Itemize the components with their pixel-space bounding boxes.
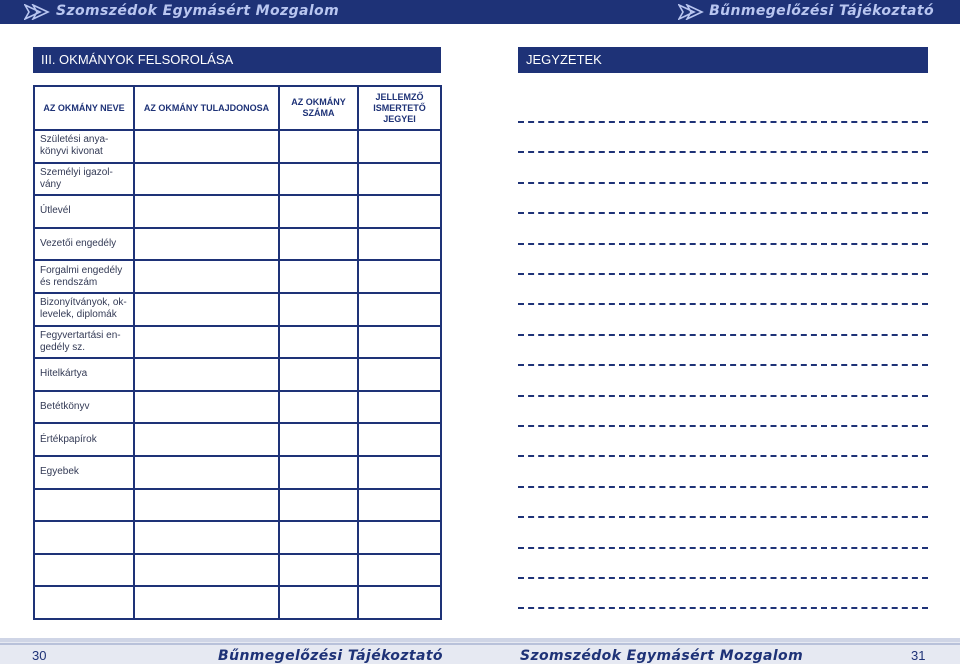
- document-name-cell: Fegyvertartási en-gedély sz.: [34, 326, 134, 359]
- note-line[interactable]: [518, 547, 928, 549]
- document-owner-cell[interactable]: [134, 228, 279, 261]
- document-name-cell: Személyi igazol-vány: [34, 163, 134, 196]
- table-row: [34, 130, 441, 163]
- page-number-right: 31: [911, 648, 926, 663]
- document-features-cell[interactable]: [358, 489, 441, 522]
- note-line[interactable]: [518, 121, 928, 123]
- table-row: [34, 358, 441, 391]
- table-row: [34, 260, 441, 293]
- document-name-cell: Egyebek: [34, 456, 134, 489]
- table-row: [34, 521, 441, 554]
- document-name-cell: Bizonyítványok, ok-levelek, diplomák: [34, 293, 134, 326]
- document-features-cell[interactable]: [358, 391, 441, 424]
- document-owner-cell[interactable]: [134, 293, 279, 326]
- footer-rule: [0, 643, 960, 645]
- document-owner-cell[interactable]: [134, 586, 279, 619]
- note-line[interactable]: [518, 334, 928, 336]
- document-features-cell[interactable]: [358, 195, 441, 228]
- note-line[interactable]: [518, 607, 928, 609]
- arrow-right-icon: [24, 4, 50, 20]
- document-features-cell[interactable]: [358, 326, 441, 359]
- document-features-cell[interactable]: [358, 423, 441, 456]
- column-header-name: AZ OKMÁNY NEVE: [34, 86, 134, 130]
- document-name-cell: Forgalmi engedély és rendszám: [34, 260, 134, 293]
- documents-table: [33, 85, 442, 620]
- document-number-cell[interactable]: [279, 423, 358, 456]
- document-name-cell: Vezetői engedély: [34, 228, 134, 261]
- document-name-cell: Hitelkártya: [34, 358, 134, 391]
- page-number-left: 30: [32, 648, 47, 663]
- banner-title-left: Szomszédok Egymásért Mozgalom: [56, 3, 340, 19]
- note-line[interactable]: [518, 364, 928, 366]
- document-number-cell[interactable]: [279, 456, 358, 489]
- note-line[interactable]: [518, 151, 928, 153]
- document-number-cell[interactable]: [279, 260, 358, 293]
- document-number-cell[interactable]: [279, 489, 358, 522]
- note-line[interactable]: [518, 243, 928, 245]
- column-header-features: JELLEMZŐ ISMERTETŐ JEGYEI: [358, 86, 441, 130]
- document-number-cell[interactable]: [279, 293, 358, 326]
- column-header-number: AZ OKMÁNY SZÁMA: [279, 86, 358, 130]
- document-owner-cell[interactable]: [134, 358, 279, 391]
- table-row: [34, 228, 441, 261]
- table-row: [34, 163, 441, 196]
- document-name-cell: Értékpapírok: [34, 423, 134, 456]
- note-line[interactable]: [518, 182, 928, 184]
- document-name-cell: [34, 586, 134, 619]
- document-owner-cell[interactable]: [134, 423, 279, 456]
- document-owner-cell[interactable]: [134, 326, 279, 359]
- note-line[interactable]: [518, 212, 928, 214]
- note-line[interactable]: [518, 516, 928, 518]
- document-features-cell[interactable]: [358, 586, 441, 619]
- document-number-cell[interactable]: [279, 521, 358, 554]
- document-owner-cell[interactable]: [134, 163, 279, 196]
- document-number-cell[interactable]: [279, 228, 358, 261]
- note-line[interactable]: [518, 395, 928, 397]
- note-line[interactable]: [518, 425, 928, 427]
- document-number-cell[interactable]: [279, 586, 358, 619]
- table-row: [34, 554, 441, 587]
- table-row: [34, 391, 441, 424]
- document-name-cell: Útlevél: [34, 195, 134, 228]
- column-header-owner: AZ OKMÁNY TULAJDONOSA: [134, 86, 279, 130]
- footer-title-right: Szomszédok Egymásért Mozgalom: [520, 648, 804, 664]
- document-number-cell[interactable]: [279, 554, 358, 587]
- document-features-cell[interactable]: [358, 130, 441, 163]
- document-features-cell[interactable]: [358, 163, 441, 196]
- document-owner-cell[interactable]: [134, 521, 279, 554]
- table-row: [34, 326, 441, 359]
- document-owner-cell[interactable]: [134, 195, 279, 228]
- table-row: [34, 293, 441, 326]
- document-number-cell[interactable]: [279, 391, 358, 424]
- document-owner-cell[interactable]: [134, 391, 279, 424]
- document-features-cell[interactable]: [358, 521, 441, 554]
- document-features-cell[interactable]: [358, 260, 441, 293]
- footer-band: [0, 638, 960, 664]
- table-row: [34, 456, 441, 489]
- footer-title-left: Bűnmegelőzési Tájékoztató: [218, 648, 443, 664]
- document-name-cell: [34, 521, 134, 554]
- document-owner-cell[interactable]: [134, 489, 279, 522]
- table-row: [34, 195, 441, 228]
- document-number-cell[interactable]: [279, 326, 358, 359]
- document-name-cell: [34, 554, 134, 587]
- document-owner-cell[interactable]: [134, 456, 279, 489]
- document-owner-cell[interactable]: [134, 130, 279, 163]
- note-line[interactable]: [518, 303, 928, 305]
- document-features-cell[interactable]: [358, 228, 441, 261]
- section-title-documents: III. OKMÁNYOK FELSOROLÁSA: [33, 47, 441, 73]
- document-owner-cell[interactable]: [134, 260, 279, 293]
- table-row: [34, 489, 441, 522]
- document-number-cell[interactable]: [279, 195, 358, 228]
- banner-title-right: Bűnmegelőzési Tájékoztató: [709, 3, 934, 19]
- section-title-notes: JEGYZETEK: [518, 47, 928, 73]
- document-features-cell[interactable]: [358, 293, 441, 326]
- note-line[interactable]: [518, 455, 928, 457]
- document-name-cell: [34, 489, 134, 522]
- notes-area: [518, 0, 928, 664]
- table-row: [34, 586, 441, 619]
- document-name-cell: Betétkönyv: [34, 391, 134, 424]
- note-line[interactable]: [518, 273, 928, 275]
- document-features-cell[interactable]: [358, 358, 441, 391]
- document-number-cell[interactable]: [279, 358, 358, 391]
- table-header-row: [34, 86, 441, 130]
- note-line[interactable]: [518, 486, 928, 488]
- document-name-cell: Születési anya-könyvi kivonat: [34, 130, 134, 163]
- document-number-cell[interactable]: [279, 163, 358, 196]
- document-owner-cell[interactable]: [134, 554, 279, 587]
- note-line[interactable]: [518, 577, 928, 579]
- document-number-cell[interactable]: [279, 130, 358, 163]
- document-features-cell[interactable]: [358, 456, 441, 489]
- document-features-cell[interactable]: [358, 554, 441, 587]
- table-row: [34, 423, 441, 456]
